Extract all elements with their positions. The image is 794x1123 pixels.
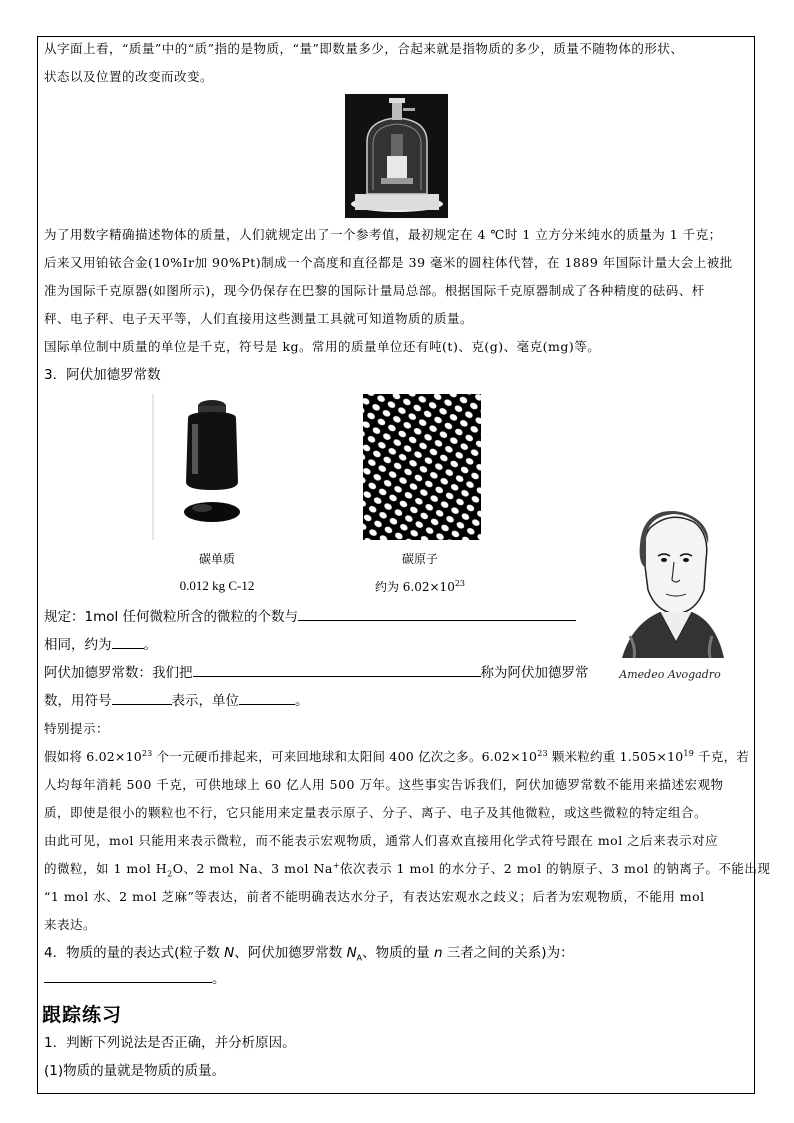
tip-line-5: 的微粒，如 1 mol $H_2O$、2 mol Na、3 mol Na+依次表示 1 mol 的水分子、2 mol 的钠原子、3 mol 的钠离子。不能出现 <box>44 860 771 879</box>
blank-unit[interactable] <box>239 690 295 705</box>
intro-line-2: 状态以及位置的改变而改变。 <box>44 69 214 84</box>
kilogram-line-4: 秤、电子秤、电子天平等，人们直接用这些测量工具就可知道物质的质量。 <box>44 311 474 326</box>
practice-question-1: 1．判断下列说法是否正确，并分析原因。 <box>44 1035 296 1051</box>
section-3-title: 3．阿伏加德罗常数 <box>44 367 161 383</box>
kilogram-line-1: 为了用数字精确描述物体的质量，人们就规定出了一个参考值，最初规定在 4 ℃时 1 立方分米纯水的质量为 1 千克； <box>44 227 722 242</box>
definition-line-4: 数，用符号 表示，单位 。 <box>44 688 309 714</box>
blank-avogadro-definition[interactable] <box>193 662 481 677</box>
kilogram-line-5: 国际单位制中质量的单位是千克，符号是 kg。常用的质量单位还有吨(t)、克(g)、毫克(mg)等。 <box>44 339 601 354</box>
avogadro-portrait <box>612 508 730 690</box>
tip-line-7: 来表达。 <box>44 917 97 932</box>
section-4-answer-line: 。 <box>44 966 226 992</box>
tip-line-3: 质，即使是很小的颗粒也不行，它只能用来定量表示原子、分子、离子、电子及其他微粒，或这些微粒的特定组合。 <box>44 805 708 820</box>
carbon-atom-lattice-image <box>363 394 481 540</box>
tip-line-6: “1 mol 水、2 mol 芝麻”等表达，前者不能明确表达水分子，有表达宏观水之歧义；后者为宏观物质，不能用 mol <box>44 889 705 904</box>
carbon-substance-mass: 0.012 kg C-12 <box>179 578 255 593</box>
blank-expression[interactable] <box>44 968 212 983</box>
practice-heading: 跟踪练习 <box>42 1004 123 1026</box>
kilogram-line-2: 后来又用铂铱合金(10%Ir加 90%Pt)制成一个高度和直径都是 39 毫米的圆柱体代替，在 1889 年国际计量大会上被批 <box>44 255 733 270</box>
tip-title: 特别提示： <box>44 721 110 736</box>
definition-line-3: 阿伏加德罗常数：我们把 称为阿伏加德罗常 <box>44 660 589 686</box>
tip-line-4: 由此可见，mol 只能用来表示微粒，而不能表示宏观物质，通常人们喜欢直接用化学式符号跟在 mol 之后来表示对应 <box>44 833 719 848</box>
avogadro-signature: Amedeo Avogadro <box>619 668 721 681</box>
blank-approx-value[interactable] <box>112 634 144 649</box>
blank-reference-number[interactable] <box>298 606 576 621</box>
carbon-atom-label: 碳原子 <box>401 552 438 566</box>
kilogram-prototype-photo <box>345 94 448 218</box>
practice-question-1-item-1: (1)物质的量就是物质的质量。 <box>44 1063 226 1079</box>
carbon-substance-label: 碳单质 <box>198 552 235 566</box>
definition-line-2: 相同，约为 。 <box>44 632 157 658</box>
carbon-atom-count: 约为 $6.02\times 10^{23}$ <box>374 579 466 594</box>
intro-line-1: 从字面上看，“质量”中的“质”指的是物质，“量”即数量多少，合起来就是指物质的多少，质量不随物体的形状、 <box>44 41 684 56</box>
blank-symbol[interactable] <box>112 690 172 705</box>
section-4-title: 4．物质的量的表达式(粒子数 N、阿伏加德罗常数 $N_A$、物质的量 n 三者之间的关系)为： <box>44 945 574 963</box>
carbon-substance-image <box>152 394 267 540</box>
kilogram-line-3: 准为国际千克原器(如图所示)，现今仍保存在巴黎的国际计量局总部。根据国际千克原器制成了各种精度的砝码、杆 <box>44 283 705 298</box>
tip-line-2: 人均每年消耗 500 千克，可供地球上 60 亿人用 500 万年。这些事实告诉我们，阿伏加德罗常数不能用来描述宏观物 <box>44 777 724 792</box>
definition-line-1: 规定：1mol 任何微粒所含的微粒的个数与 <box>44 604 576 630</box>
tip-line-1: 假如将 $6.02\times 10^{23}$ 个一元硬币排起来，可来回地球和太阳间 400 亿次之多。$6.02\times 10^{23}$ 颗米粒约重 $1.505\times 10^{19}$ 千克，若 <box>44 748 749 764</box>
